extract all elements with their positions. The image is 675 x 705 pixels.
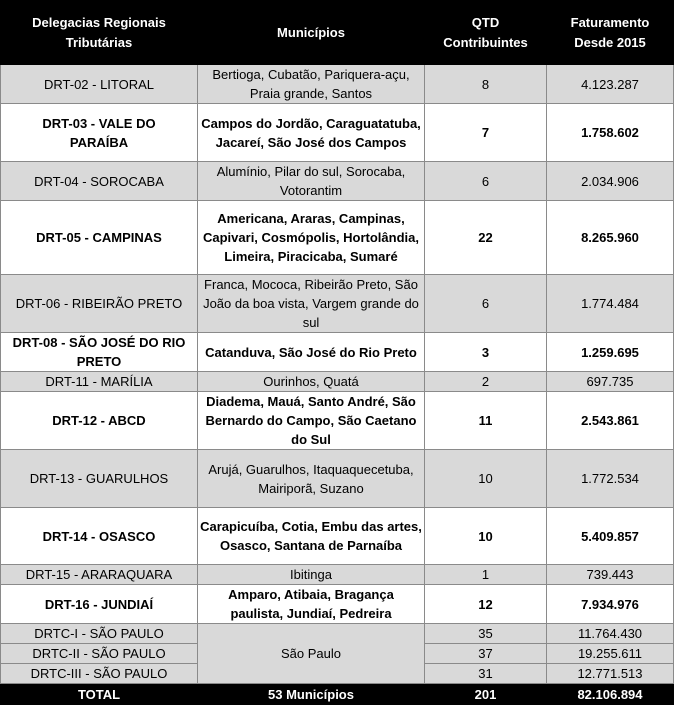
municipios-cell: Franca, Mococa, Ribeirão Preto, São João da boa vista, Vargem grande do sul: [198, 275, 425, 333]
table-row: [1, 104, 674, 162]
municipios-cell: Americana, Araras, Campinas, Capivari, Cosmópolis, Hortolândia, Limeira, Piracicaba, Sumaré: [198, 201, 425, 275]
qtd-cell: 10: [425, 508, 547, 565]
qtd-cell: 3: [425, 333, 547, 372]
qtd-cell: 35: [425, 624, 547, 644]
qtd-cell: 31: [425, 664, 547, 684]
table-row: [1, 275, 674, 333]
faturamento-cell: 4.123.287: [547, 65, 674, 104]
table-row: [1, 201, 674, 275]
total-row: [1, 684, 674, 705]
table-row: [1, 585, 674, 624]
municipios-cell: Alumínio, Pilar do sul, Sorocaba, Votorantim: [198, 162, 425, 201]
faturamento-cell: 12.771.513: [547, 664, 674, 684]
table-row: [1, 162, 674, 201]
faturamento-cell: 2.543.861: [547, 392, 674, 450]
faturamento-cell: 19.255.611: [547, 644, 674, 664]
drt-cell: DRT-08 - SÃO JOSÉ DO RIO PRETO: [1, 333, 198, 372]
municipios-cell: Campos do Jordão, Caraguatatuba, Jacareí, São José dos Campos: [198, 104, 425, 162]
municipios-cell: Arujá, Guarulhos, Itaquaquecetuba, Mairiporã, Suzano: [198, 450, 425, 508]
faturamento-cell: 11.764.430: [547, 624, 674, 644]
header-municipios: Municípios: [198, 1, 425, 65]
drt-cell: DRTC-I - SÃO PAULO: [1, 624, 198, 644]
drt-cell: DRT-13 - GUARULHOS: [1, 450, 198, 508]
qtd-cell: 22: [425, 201, 547, 275]
drt-cell: DRT-12 - ABCD: [1, 392, 198, 450]
qtd-cell: 8: [425, 65, 547, 104]
faturamento-cell: 1.758.602: [547, 104, 674, 162]
table-row: [1, 333, 674, 372]
drt-cell: DRT-15 - ARARAQUARA: [1, 565, 198, 585]
table-header: [1, 1, 674, 65]
drt-cell: DRT-06 - RIBEIRÃO PRETO: [1, 275, 198, 333]
table-row: [1, 65, 674, 104]
qtd-cell: 10: [425, 450, 547, 508]
total-label: TOTAL: [1, 684, 198, 705]
drt-cell: DRT-05 - CAMPINAS: [1, 201, 198, 275]
table-row: [1, 565, 674, 585]
qtd-cell: 37: [425, 644, 547, 664]
qtd-cell: 2: [425, 372, 547, 392]
drt-cell: DRTC-II - SÃO PAULO: [1, 644, 198, 664]
drt-cell: DRT-14 - OSASCO: [1, 508, 198, 565]
drt-cell: DRT-03 - VALE DO PARAÍBA: [1, 104, 198, 162]
total-qtd: 201: [425, 684, 547, 705]
header-qtd: QTD Contribuintes: [425, 1, 547, 65]
drt-cell: DRT-02 - LITORAL: [1, 65, 198, 104]
faturamento-cell: 8.265.960: [547, 201, 674, 275]
table-row: [1, 450, 674, 508]
municipios-cell: Catanduva, São José do Rio Preto: [198, 333, 425, 372]
table-row: [1, 624, 674, 644]
qtd-cell: 1: [425, 565, 547, 585]
drt-cell: DRT-04 - SOROCABA: [1, 162, 198, 201]
total-faturamento: 82.106.894: [547, 684, 674, 705]
table-row: [1, 372, 674, 392]
faturamento-cell: 1.772.534: [547, 450, 674, 508]
drt-cell: DRT-11 - MARÍLIA: [1, 372, 198, 392]
qtd-cell: 7: [425, 104, 547, 162]
table-row: [1, 508, 674, 565]
faturamento-cell: 1.259.695: [547, 333, 674, 372]
qtd-cell: 6: [425, 162, 547, 201]
municipios-cell: Carapicuíba, Cotia, Embu das artes, Osasco, Santana de Parnaíba: [198, 508, 425, 565]
faturamento-cell: 7.934.976: [547, 585, 674, 624]
qtd-cell: 6: [425, 275, 547, 333]
municipios-cell-sao-paulo: São Paulo: [198, 624, 425, 684]
municipios-cell: Ourinhos, Quatá: [198, 372, 425, 392]
total-municipios: 53 Municípios: [198, 684, 425, 705]
faturamento-cell: 1.774.484: [547, 275, 674, 333]
qtd-cell: 12: [425, 585, 547, 624]
municipios-cell: Amparo, Atibaia, Bragança paulista, Jundiaí, Pedreira: [198, 585, 425, 624]
municipios-cell: Diadema, Mauá, Santo André, São Bernardo do Campo, São Caetano do Sul: [198, 392, 425, 450]
drt-cell: DRT-16 - JUNDIAÍ: [1, 585, 198, 624]
municipios-cell: Bertioga, Cubatão, Pariquera-açu, Praia grande, Santos: [198, 65, 425, 104]
header-faturamento: Faturamento Desde 2015: [547, 1, 674, 65]
faturamento-cell: 739.443: [547, 565, 674, 585]
municipios-cell: Ibitinga: [198, 565, 425, 585]
table-row: [1, 392, 674, 450]
header-row: [1, 1, 674, 65]
table-body: [1, 65, 674, 684]
table-footer: [1, 684, 674, 705]
faturamento-cell: 5.409.857: [547, 508, 674, 565]
faturamento-cell: 2.034.906: [547, 162, 674, 201]
drt-cell: DRTC-III - SÃO PAULO: [1, 664, 198, 684]
header-drt: Delegacias Regionais Tributárias: [1, 1, 198, 65]
qtd-cell: 11: [425, 392, 547, 450]
faturamento-cell: 697.735: [547, 372, 674, 392]
